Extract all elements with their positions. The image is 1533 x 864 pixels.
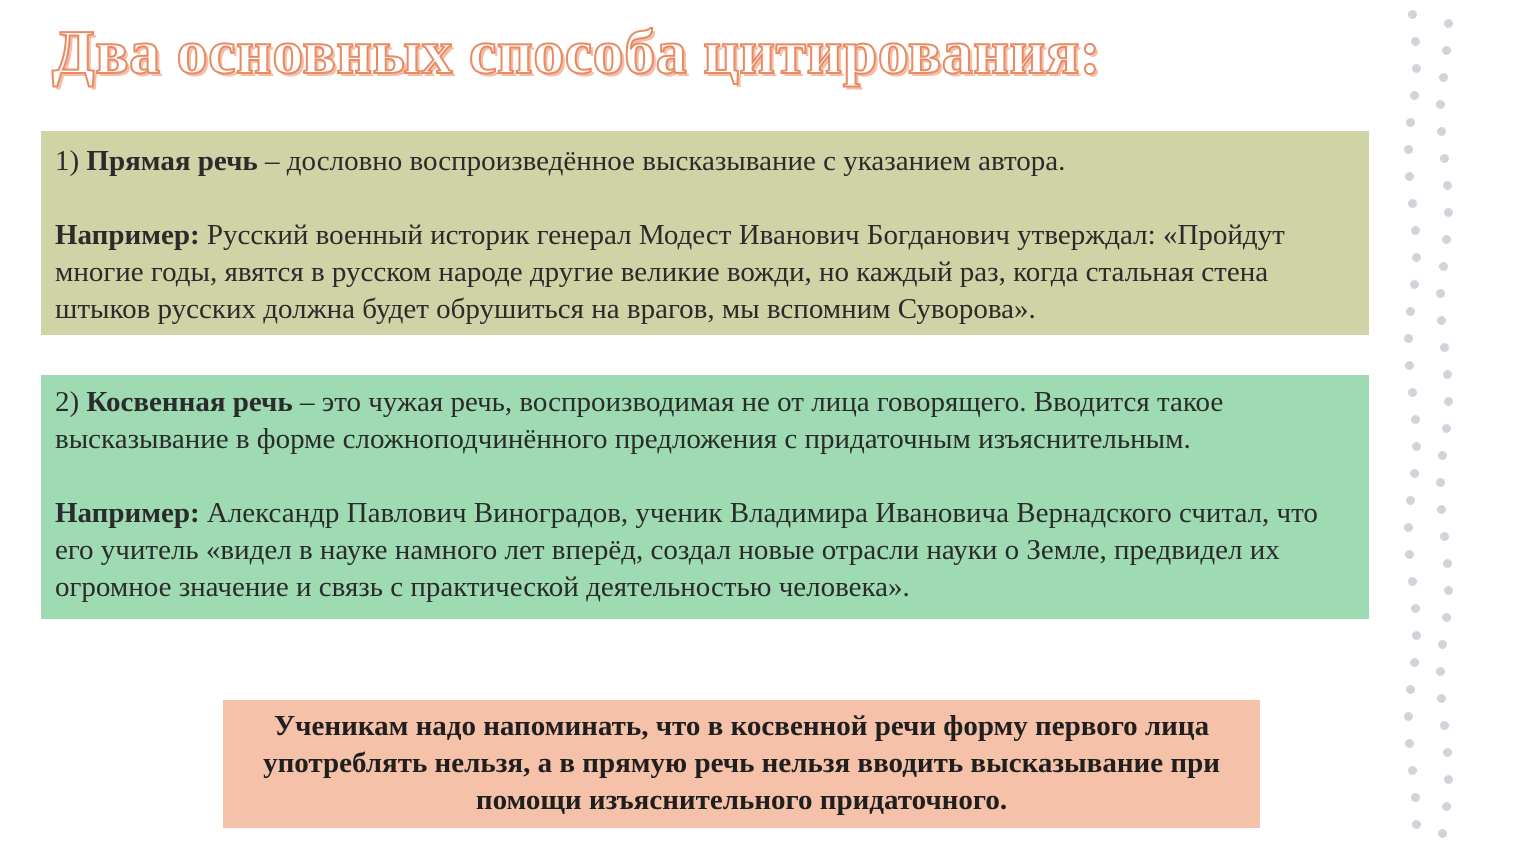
decorative-dot — [1436, 100, 1445, 109]
decorative-dot — [1408, 10, 1417, 19]
decorative-dot — [1438, 640, 1447, 649]
decorative-dot — [1406, 496, 1415, 505]
decorative-dot — [1438, 829, 1447, 838]
decorative-dot — [1437, 316, 1446, 325]
decorative-dot — [1408, 577, 1417, 586]
decorative-dot — [1411, 793, 1420, 802]
decorative-dot — [1405, 172, 1414, 181]
decorative-dot — [1444, 586, 1453, 595]
decorative-dot — [1438, 451, 1447, 460]
decorative-dot — [1412, 442, 1421, 451]
decorative-dot — [1405, 550, 1414, 559]
decorative-dot — [1412, 631, 1421, 640]
decorative-dot — [1439, 262, 1448, 271]
decorative-dot — [1437, 505, 1446, 514]
decorative-dot — [1444, 775, 1453, 784]
decorative-dot — [1404, 334, 1413, 343]
decorative-dot — [1444, 19, 1453, 28]
decorative-dot — [1412, 820, 1421, 829]
decorative-dot — [1437, 694, 1446, 703]
decorative-dot — [1411, 415, 1420, 424]
teacher-note: Ученикам надо напоминать, что в косвенной речи форму первого лица употреблять нельзя, а в прямую речь нельзя вводить высказывание при помощи изъяснительного придаточного. — [223, 700, 1260, 828]
decorative-dot — [1406, 118, 1415, 127]
decorative-dot — [1442, 235, 1451, 244]
decorative-dot — [1404, 712, 1413, 721]
decorative-dot — [1408, 766, 1417, 775]
decorative-dot — [1437, 127, 1446, 136]
decorative-dot — [1404, 523, 1413, 532]
decorative-dot — [1411, 226, 1420, 235]
decorative-dot — [1440, 721, 1449, 730]
indirect-example-text: Александр Павлович Виноградов, ученик Владимира Ивановича Вернадского считал, что его учитель «видел в науке намного лет вперёд, создал новые отрасли науки о Земле, предвидел их огромное значение и связь с практической деятельностью человека». — [55, 497, 1318, 603]
decorative-dot — [1442, 424, 1451, 433]
decorative-dot — [1405, 361, 1414, 370]
decorative-dot — [1442, 802, 1451, 811]
decorative-dot — [1443, 181, 1452, 190]
decorative-dot — [1444, 397, 1453, 406]
decorative-dot — [1410, 280, 1419, 289]
decorative-dot — [1410, 658, 1419, 667]
decorative-dot — [1412, 64, 1421, 73]
direct-speech-term: Прямая речь — [86, 145, 258, 177]
decorative-dot — [1412, 253, 1421, 262]
direct-speech-definition — [55, 143, 1355, 180]
indirect-speech-definition-text: – это чужая речь, воспроизводимая не от лица говорящего. Вводится такое высказывание в форме сложноподчинённого предложения с придаточным изъяснительным. — [55, 386, 1224, 455]
decorative-dot — [1443, 748, 1452, 757]
slide-title: Два основных способа цитирования: — [52, 19, 1101, 87]
decorative-dot — [1406, 685, 1415, 694]
decorative-dot — [1442, 613, 1451, 622]
indirect-example-label: Например: — [55, 497, 200, 529]
decorative-dot — [1410, 469, 1419, 478]
decorative-dot — [1408, 199, 1417, 208]
indirect-speech-example — [55, 495, 1355, 606]
decorative-dot — [1411, 604, 1420, 613]
direct-speech-number: 1) — [55, 145, 87, 177]
decorative-dot — [1406, 307, 1415, 316]
decorative-dot — [1436, 667, 1445, 676]
direct-speech-example — [55, 217, 1355, 328]
decorative-dot-border — [1390, 0, 1460, 864]
decorative-dot — [1439, 73, 1448, 82]
decorative-dot — [1436, 289, 1445, 298]
decorative-dot — [1440, 154, 1449, 163]
direct-example-text: Русский военный историк генерал Модест Иванович Богданович утверждал: «Пройдут многие годы, явятся в русском народе другие великие вожди, но каждый раз, когда стальная стена штыков русских должна будет обрушиться на врагов, мы вспомним Суворова». — [55, 219, 1285, 325]
direct-speech-definition-text: – дословно воспроизведённое высказывание с указанием автора. — [257, 145, 1066, 177]
decorative-dot — [1443, 370, 1452, 379]
indirect-speech-definition — [55, 384, 1355, 458]
decorative-dot — [1444, 208, 1453, 217]
decorative-dot — [1442, 46, 1451, 55]
decorative-dot — [1404, 145, 1413, 154]
decorative-dot — [1440, 532, 1449, 541]
indirect-speech-box — [41, 375, 1369, 619]
decorative-dot — [1405, 739, 1414, 748]
decorative-dot — [1440, 343, 1449, 352]
indirect-speech-number: 2) — [55, 386, 87, 418]
direct-speech-box — [41, 131, 1369, 335]
direct-example-label: Например: — [55, 219, 200, 251]
indirect-speech-term: Косвенная речь — [86, 386, 293, 418]
decorative-dot — [1411, 37, 1420, 46]
decorative-dot — [1408, 388, 1417, 397]
decorative-dot — [1443, 559, 1452, 568]
decorative-dot — [1410, 91, 1419, 100]
decorative-dot — [1436, 478, 1445, 487]
